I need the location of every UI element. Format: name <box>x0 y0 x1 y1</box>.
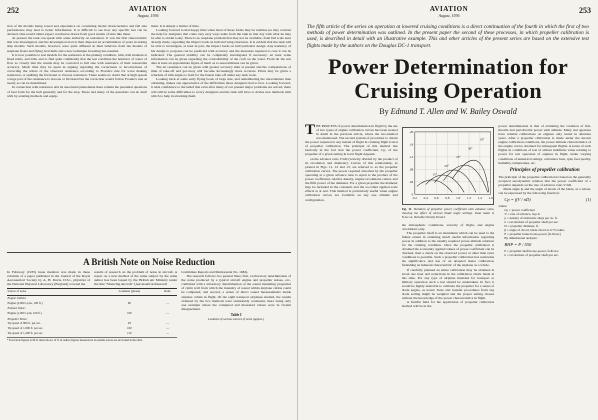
table-title: Table I <box>230 312 242 317</box>
definition-item: n = revolutions of propeller shaft per sec. <box>504 220 559 225</box>
propeller-chart <box>402 127 495 205</box>
equation-2: BHP = P / 550 <box>504 242 532 248</box>
table-cell: 90 <box>127 300 131 305</box>
calibration-curve <box>452 160 488 192</box>
definition-item: n = revolutions of propeller shaft per sec. <box>504 253 559 258</box>
right-running-head <box>305 6 591 24</box>
table-row <box>7 331 177 336</box>
right-page <box>298 0 598 420</box>
box-column-1 <box>7 270 90 286</box>
column-header: Ratio <box>158 289 177 296</box>
y-tick-label: .08 <box>408 167 414 172</box>
byline <box>305 107 591 116</box>
curve-label: 35° <box>479 137 484 142</box>
column-header: Source of noise <box>7 289 101 296</box>
right-page-number: 253 <box>579 6 591 15</box>
box-text-pair <box>7 270 177 286</box>
table-cell: Tip speed of 1,000 ft. per sec. <box>7 325 44 330</box>
paragraph: Committee Reports and Memoranda No. 1682). <box>181 270 249 274</box>
curve-label: 15° <box>432 172 437 177</box>
left-magazine-name: AVIATION <box>128 5 168 13</box>
definition-item: V = rate of advance, m.p.h. <box>504 212 541 217</box>
y-tick-label: .16 <box>408 142 414 147</box>
definition-item: D = propeller diameter, ft. <box>504 224 539 229</box>
x-tick-label: 0.8 <box>444 195 450 200</box>
paragraph: on the advance ratio V/nD (velocity divided by the product of its revolution and diameter). Curves of this relationship, as plotted in Figs. 11, 12 and 13, are referred to as the propeller calibration curves. The power required absorbed by the propeller operating at a given advance ratio is equal to the product of the power coefficient, relative density, engine revolutions cubed, and the fifth power of the diameter. For a given propeller the diameter may be included in the constants and the so-called applied scale effects is at rest. This method is particularly useful when engine calibration curves are available on any one altitude and configuration. <box>305 156 398 202</box>
left-column-1 <box>7 24 147 252</box>
figure-caption-text: Variation of propeller power coefficient with advance ratio, showing the effect of various blade angle settings. Data taken in N.A.C.A. Variable Density Tunnel. <box>401 206 495 219</box>
left-page-number: 252 <box>7 6 19 15</box>
definition-item: By dimensional analysis: <box>504 236 538 241</box>
y-tick-label: .12 <box>408 154 414 159</box>
paragraph: The research follows two general lines; first, a laboratory determination of the noise produced by a typical aircraft engine and propeller noises, etc., combined with a laboratory determination of the sound insulating properties of cabin wall from which the intensity of sound within airplane cabins could be computed; and second, a series of direct sound measurements inside airplane cabins in flight. Of the eight transport airplanes studied, the results obtained by the two methods were remarkably consistent, there being only one example where the computed and measured values were in violent disagreement. <box>181 274 291 311</box>
paragraph: At present the tank can speak with some authority on resistance. It was the first characteristic that was investigated, and the investigators had at their disposal an accumulation of years in testing ship models. Such models, however, were quite different in their behavior from the models of seaplane floats and flying boat hulls and a new technique in testing has resulted. <box>7 36 147 53</box>
x-tick-label: 0.6 <box>434 195 439 200</box>
definition-list <box>504 208 591 240</box>
equation-tag: (1) <box>585 197 592 203</box>
definition-item: ρ = density of airstream, slugs per cu. ft. <box>504 216 558 221</box>
paragraph: Looking back at some early flying boats of large size, and remembering the uncertainties then obtaining, makes one appreciative of the difficulties those designers had to face. Looking forward, it adds confidence to the belief that even after many of our present major problems are solved, there will still be some difficulties to worry designers and the tank will have to devise new methods with which to help in attacking them. <box>151 77 291 98</box>
group-label: Engine Outlets: <box>7 296 27 301</box>
paragraph: The air resistance can be given with greater accuracy than at present and the computations of time of take-off and get-away will become increasingly more accurate. Pilots may be given a schedule of trim angles to hold for the fastest take-off under any tank work. <box>151 64 291 78</box>
left-masthead <box>129 6 167 18</box>
box-column-left <box>7 270 177 342</box>
left-page <box>0 0 298 420</box>
column-header: Loudness (phons) <box>101 289 158 296</box>
table-cell: Engine (2,000 r.p.m., 100 ft.) <box>7 300 43 305</box>
table-cell: — <box>166 325 170 330</box>
left-issue-date: August, 1936 <box>137 13 159 18</box>
y-tick-label: .04 <box>408 179 414 184</box>
table-cell: Engine (1,000 r.p.m. 100 ft.) <box>7 311 42 316</box>
paragraph: It is now possible to test models for the resistance at the planing condition, trim, trim moment at fixed trims, and trim, and to find quite confidently that the test condition the behavior of water of flow so closely that the results may be corrected to full size with assurance of their reasonable accuracy. Much time may be spent in arguing regarding the correctness or incorrectness of correcting the whole of the observed resistance according to Froude's rule for wave making resistance, or splitting the frictional or viscous resistance. There seems no doubt that at high speeds a large part of the resistance is viscous or frictional but the correction would follow Froude's rule as nearly as can be determined. <box>7 52 147 86</box>
table-cell: 100 <box>127 311 132 316</box>
right-column-3 <box>498 124 591 309</box>
left-column-2 <box>151 24 291 252</box>
paragraph <box>305 124 398 157</box>
paragraph: tion of the models being towed and experience on correlating model characteristics and full size performance may lead to better information. It is difficult to see how any specific test can be devised. One would rather expect conclusive drawn from good results of tests like these. <box>7 24 147 37</box>
table-cell: 93 <box>127 321 131 326</box>
title-line-2: Cruising Operation <box>354 77 542 103</box>
right-column-2 <box>402 124 495 309</box>
x-tick-label: 1.2 <box>466 195 471 200</box>
paragraph: A fruitful field for the application of propeller calibration method will be in the <box>401 300 495 309</box>
title-line-1: Power Determination for <box>327 53 568 79</box>
section-heading: Principles of propeller calibration <box>509 167 580 173</box>
x-tick-label: 1.4 <box>477 195 482 200</box>
table-cell: — <box>166 311 170 316</box>
noise-table <box>7 288 177 335</box>
table-cell: Tip speed of 1,200 ft. per sec. <box>7 330 44 335</box>
group-label: Exhaust Noise: <box>7 306 26 311</box>
noise-reduction-box <box>7 252 291 342</box>
x-tick-label: 1.0 <box>455 195 460 200</box>
paragraph: If carefully planned an entire calibration may be obtained in about one hour and reductions in the calibration charts made in this time. For any type of airplane intended for transport or military operation such a test should be undertaken. In fact, it would be highly desirable to calibrate the propeller for a series of blade angles, as noted. Tests and transfer procedures from any blade setting might be weighed and the proper setting chosen without the knowledge of the power characteristics in flight. <box>401 267 495 301</box>
paragraph: Made angle β, and the angle of attack of the blade, as a whole, can be expressed by the following function: <box>498 187 592 196</box>
x-tick-label: 0.4 <box>423 195 428 200</box>
paragraph: results of research on the problem of noise in aircraft. A report on a new method of the same subject by the same author has been issued by the British Air Ministry under the title "Silencing Aircraft" (Aeronautical Research <box>94 270 178 287</box>
right-article-columns <box>305 124 591 309</box>
lead-text: HE PROCESS of power determination in flight by the use of two types of engine calibration curves has been treated in detail in the previous article, where the two-method was mentioned. The second system of procedure to obtain the power required at any instant of flight in cruising flight is that of propeller calibration. The principle of this method lies basically in the fact that the power coefficient, Cp, of the propeller of a given setting in level flight depends <box>305 123 398 157</box>
article-abstract: The fifth article of the series on operation at lowered cruising conditions is a direct continuation of the fourth in which the first of two methods of power determination was outlined. In the present paper the second of these processes, in which propeller calibration is used, is described in detail with an illustrative example. This and other articles of the present series are based on the extensive test flights made by the authors on the Douglas DC-1 transport. <box>307 24 589 49</box>
paragraph: the atmospheric conditions, velocity of flight, and engine revolutions only. <box>401 222 495 231</box>
left-article-columns <box>7 24 291 252</box>
table-cell: — <box>166 321 170 326</box>
box-title: A British Note on Noise Reduction <box>83 257 215 267</box>
x-tick-label: 0.2 <box>412 195 417 200</box>
byline-names: Edmund T. Allen and W. Bailey Oswald <box>390 106 517 116</box>
table-cell: Tip speed of 800 ft. per sec. <box>7 321 41 326</box>
curve-label: 25° <box>455 155 461 160</box>
curve-label: 30° <box>467 146 473 151</box>
left-running-head <box>7 6 291 24</box>
calibration-curve <box>425 172 463 192</box>
table-subtitle: Loudness of various sources of noise (approx.) <box>208 316 265 321</box>
definition-item: β = angle of chord, blade chord at 0.75 radius <box>504 228 565 233</box>
paragraph: In February (1935) issue mention was made in these columns of a paper published in the Journal of the Royal Aeronautical Society by A. H. Davis, D.Sc., physicist of the National Physical Laboratory (England) covered the <box>7 270 91 287</box>
box-column-2 <box>94 270 177 286</box>
paragraph: power determination is that of obtaining the variation of full-throttle and part-throttle power with altitude. Many test agencies have reliable calibrations on engines only tested in alternate years. After a propeller calibration is made under the known engine calibration conditions, the power altitude characteristics of the engine can be obtained for subsequent flights. A series of such flights in conditions of test of almost indefinite value relating to power for test operation of engines in flight, under varying conditions of numerical ratings, carburetor heat, rpm, fuel quality, humidity, temperature, etc. <box>498 123 592 165</box>
paragraph: In connection with resistance and its associated phenomena there remain the perennial questions of best form for the hull generally and for the step. These and many of the questions can be dealt with by existing methods and equip- <box>7 85 147 98</box>
right-masthead <box>430 6 468 18</box>
definition-item: Cp = power coefficient <box>504 208 535 213</box>
paragraph: The principle of the propeller calibration is based on the generally accepted aerodynamic relation that the power coefficient of a propeller depends on the rate of advance ratio V/nD. <box>498 174 592 187</box>
where-label: where <box>498 204 507 209</box>
definition-item: P = propeller shaft horse-power, ft-lb/sec. <box>504 249 560 254</box>
curve-label: 20° <box>444 163 449 168</box>
figure-label: Fig. 11. <box>401 206 413 211</box>
figure-caption <box>402 208 495 220</box>
box-column-3 <box>181 270 291 342</box>
paragraph: Looking forward to that happy time when most of these forms may be realities we may contrast the help for designers that come very easy ways aside from the tank in that day with what he may be able to obtain today. There is no seaplane problem that may not be available, from full scale tests already made, regarding the impact loads on hull and wing structures. It is evident that the tank will be able to investigate, at least in part, the impact loads on hull particular design. Any tendency of his design to porpoise can be predicted with accuracy and the measures required to cure it can be indicated. The general stability can be completely investigated if necessary. At least some information can be given regarding the controllability of the craft on the water. From all the test data at least an approximate figure of merit as to seaworthiness can be given. <box>151 28 291 65</box>
calibration-curve <box>443 165 487 192</box>
equation-1 <box>504 197 591 202</box>
table-cell: 100 <box>127 325 132 330</box>
right-magazine-name: AVIATION <box>429 5 469 13</box>
paragraph: The propeller itself is an instrument which can be used to the fullest extent in obtaining much useful information regarding power in addition to the usually required power-altitude relations for the cruising condition. Once the propeller calibration is obtained the accurately applied values of power coefficient can be checked, then a check on the observed power at other than rated conditions is possible. Such a propeller calibration has somewhat the significance and use of an airspeed meter calibration, furnishing an inherent characteristic of the airplane as a whole. <box>401 230 495 268</box>
group-label: Propeller Noise: <box>7 316 28 321</box>
byline-prefix: By <box>379 106 389 116</box>
drop-cap: T <box>305 123 316 138</box>
right-column-1 <box>305 124 398 309</box>
x-tick-label: 1.6 <box>488 195 493 200</box>
table-cell: — <box>166 300 170 305</box>
paragraph: ment. It is simply a matter of time. <box>151 24 200 28</box>
right-issue-date: August, 1936 <box>438 13 460 18</box>
article-title <box>305 55 591 103</box>
box-columns <box>7 270 291 342</box>
table-cell: — <box>166 330 170 335</box>
y-tick-label: .20 <box>408 129 414 134</box>
table-cell: 110 <box>127 330 132 335</box>
definition-list-tail <box>504 249 591 257</box>
y-tick-label: 0 <box>411 192 414 197</box>
definition-item: P = propeller brake horse-power (ft-lb/sec) <box>504 232 561 237</box>
calibration-curve <box>434 170 475 192</box>
propeller-chart-svg <box>403 128 494 204</box>
equation-text: Cp = f(V / nD) <box>504 197 531 203</box>
table-footnote: * Test block figures at 90 ft. intervals are 12 ft. in radius; figures measured at an outside source are not found in the table. <box>7 337 177 342</box>
